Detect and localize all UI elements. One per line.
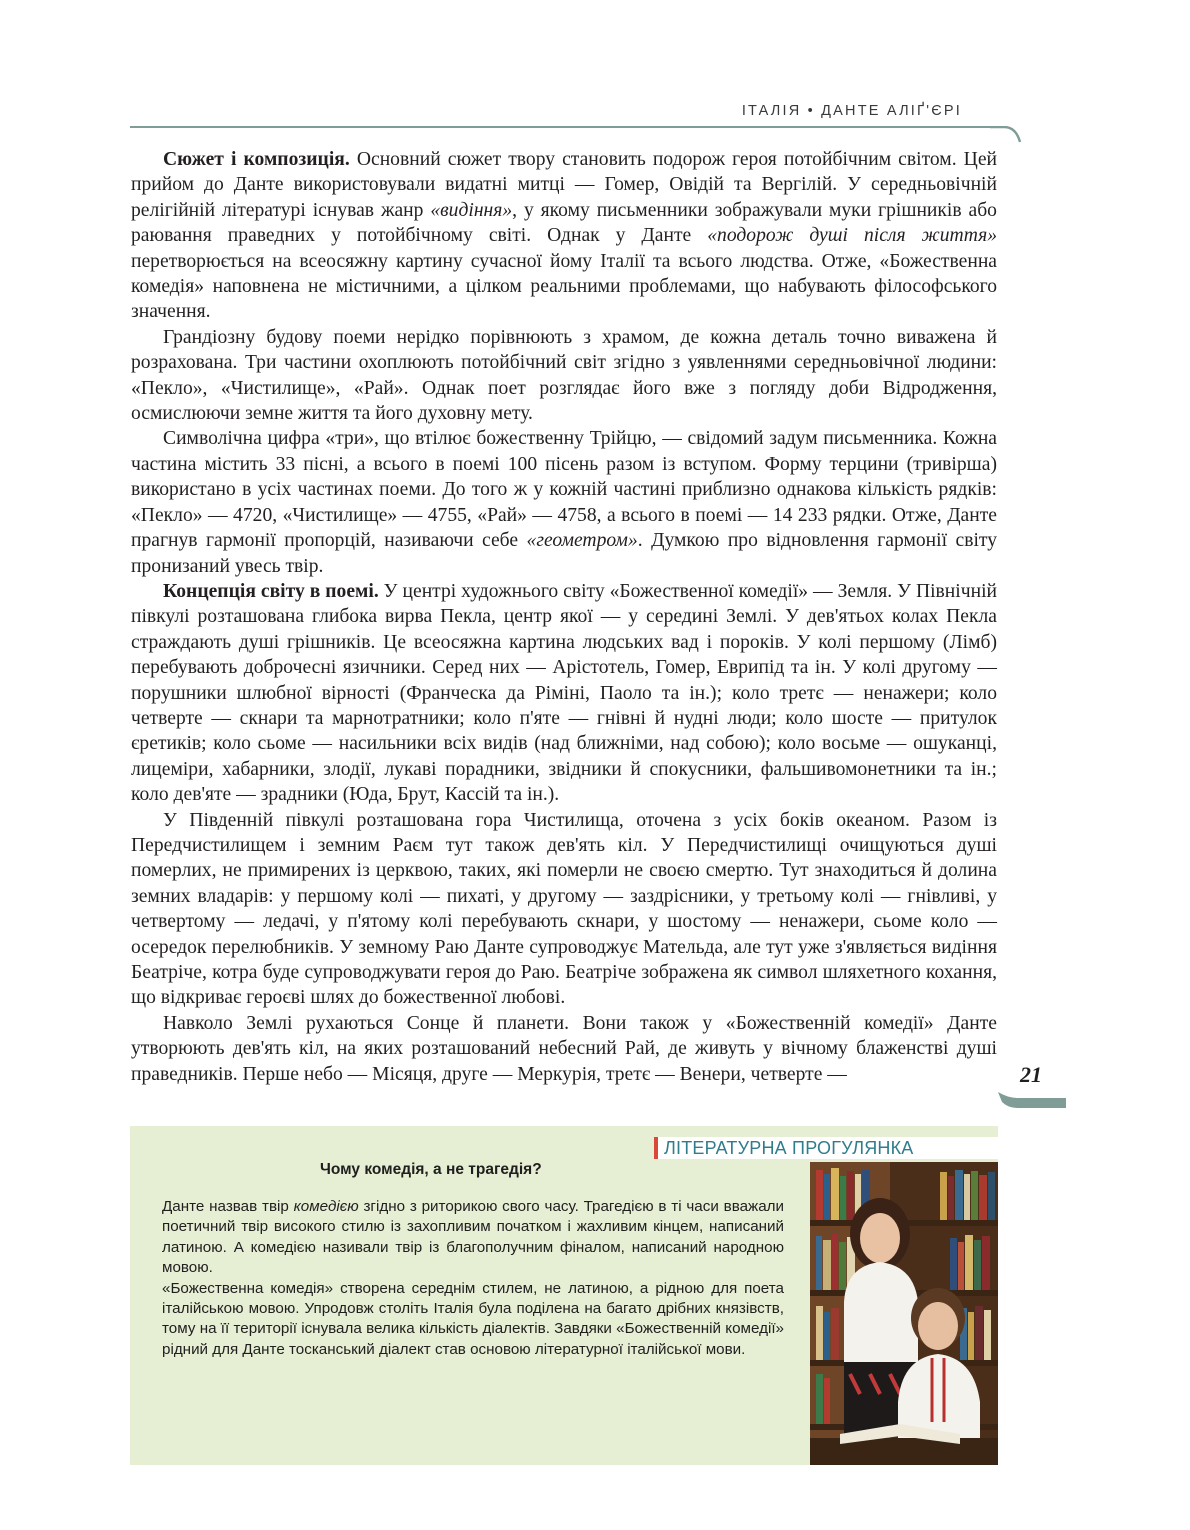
paragraph-purgatory: У Південній півкулі розташована гора Чистилища, оточена з усіх боків океаном. Разом із Передчистилищем і земним Раєм тут також дев'ять кіл. У Передчистилищі очищуються душі померлих, не примирених із церквою, таких, які померли не своєю смертю. Тут знаходиться й долина земних владарів: у першому колі — пихаті, у другому — заздрісники, у третьому колі — гнівливі, у четвертому — ледачі, у п'ятому колі перебувають скнари, у шостому — ненажери, сьоме коло — осередок перелюбників. У земному Раю Данте супроводжує Мательда, але тут уже з'являється видіння Беатріче, котра буде супроводжувати героя до Раю. Беатріче зображена як символ шляхетного кохання, що відкриває героєві шлях до божественної любові.: [131, 809, 997, 1009]
heading-plot: Сюжет і композиція.: [163, 149, 350, 170]
sidebar-paragraph: Данте назвав твір комедією згідно з риторикою свого часу. Трагедією в ті часи вважали поетичний твір високого стилю із захопливим початком і жахливим кінцем, написаний латиною. А комедією називали твір із благополучним фіналом, написаний народною мовою.: [162, 1198, 784, 1277]
emphasis-journey: «подорож душі після життя»: [707, 225, 998, 247]
paragraph-paradise: Навколо Землі рухаються Сонце й планети. Вони також у «Божественній комедії» Данте утворюють дев'ять кіл, на яких розташований небесний Рай, де живуть у вічному блаженстві душі праведників. Перше небо — Місяця, друге — Меркурія, третє — Венери, четверте —: [131, 1012, 997, 1085]
paragraph-structure: Грандіозну будову поеми нерідко порівнюють з храмом, де кожна деталь точно виважена й розрахована. Три частини охоплюють потойбічний світ згідно з уявленнями середньовічної людини: «Пекло», «Чистилище», «Рай». Однак поет розглядає його вже з погляду доби Відродження, осмислюючи земне життя та його духовну мету.: [131, 326, 997, 425]
sidebar-title: Чому комедія, а не трагедія?: [320, 1161, 542, 1178]
running-head: ІТАЛІЯ • ДАНТЕ АЛІҐ'ЄРІ: [741, 103, 962, 119]
emphasis-comedy: комедією: [293, 1198, 359, 1215]
heading-world-concept: Концепція світу в поемі.: [163, 580, 379, 602]
sidebar-paragraph: «Божественна комедія» створена середнім стилем, не латиною, а рідною для поета італійською мовою. Упродовж століть Італія була поділена на багато дрібних князівств, тому на її території існувала велика кількість діалектів. Завдяки «Божественній комедії» рідний для Данте тосканський діалект став основою літературної італійської мови.: [162, 1279, 784, 1358]
page-number: 21: [1020, 1062, 1042, 1087]
sidebar-text: [162, 1197, 784, 1360]
paragraph-plot: Сюжет і композиція. Основний сюжет твору становить подорож героя потойбічним світом. Цей прийом до Данте використовували видатні митці — Гомер, Овідій та Вергілій. У середньовічній релігійній літературі існував жанр «видіння», у якому письменники зображували муки грішників або раювання праведних у потойбічному світі. Однак у Данте «подорож душі після життя» перетворюється на всеосяжну картину сучасної йому Італії та всього людства. Отже, «Божественна комедія» наповнена не містичними, а цілком реальними проблемами, що набувають філософського значення.: [131, 149, 998, 323]
emphasis-geometer: «геометром»: [526, 530, 638, 552]
header-rule-curve: [990, 126, 1024, 148]
emphasis-vision: «видіння»: [430, 199, 513, 221]
main-text: [131, 147, 997, 1087]
literary-walk-box: [130, 1126, 998, 1465]
paragraph-world-concept: Концепція світу в поемі. У центрі художнього світу «Божественної комедії» — Земля. У Північній півкулі розташована глибока вирва Пекла, центр якої — у середині Землі. У дев'ятьох колах Пекла страждають душі грішників. Це всеосяжна картина людських вад і пороків. У колі першому (Лімб) перебувають доброчесні язичники. Серед них — Арістотель, Гомер, Еврипід та ін. У колі другому — порушники шлюбної вірності (Франческа да Ріміні, Паоло та ін.); коло третє — ненажери; коло четверте — скнари та марнотратники; коло п'яте — гнівні й нудні люди; коло шосте — притулок єретиків; коло сьоме — насильники всіх видів (над ближніми, над собою); коло восьме — ошуканці, лицеміри, хабарники, злодії, лукаві порадники, звідники й спокусники, фальшивомонетники та ін.; коло дев'яте — зрадники (Юда, Брут, Кассій та ін.).: [131, 580, 998, 806]
paragraph-symbolism: Символічна цифра «три», що втілює божественну Трійцю, — свідомий задум письменника. Кожна частина містить 33 пісні, а всього в поемі 100 пісень разом із вступом. Форму терцини (тривірша) використано в усіх частинах поеми. До того ж у кожній частині приблизно однакова кількість рядків: «Пекло» — 4720, «Чистилище» — 4755, «Рай» — 4758, а всього в поемі — 14 233 рядки. Отже, Данте прагнув гармонії пропорцій, називаючи себе «геометром». Думкою про відновлення гармонії світу пронизаний увесь твір.: [131, 428, 997, 577]
literary-walk-tag: ЛІТЕРАТУРНА ПРОГУЛЯНКА: [654, 1137, 1002, 1159]
header-rule: [130, 126, 1000, 128]
library-photo: [810, 1162, 998, 1465]
page-number-curve: [998, 1088, 1066, 1112]
